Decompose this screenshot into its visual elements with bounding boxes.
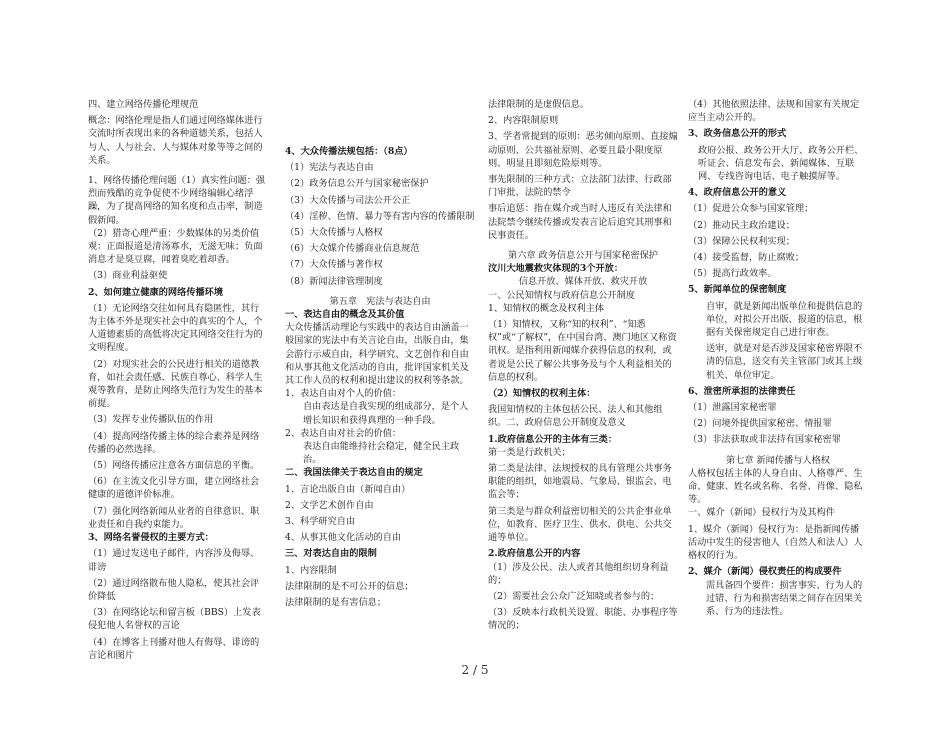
subheading: 4、大众传播法规包括：（8点） bbox=[285, 146, 413, 157]
paragraph: 政府公报、政务公开大厅、政务公开栏、听证会、信息发布会、新闻媒体、互联网、专线咨询电话、电子触摸屏等。 bbox=[698, 144, 864, 183]
paragraph: 需具备四个要件：损害事实、行为人的过错、行为和损害结果之间存在因果关系、行为的违法性。 bbox=[706, 579, 863, 617]
list-item: （1）无论网络交往如何具有隐匿性，其行为主体不外是现实社会中的真实的个人，个人道德素质的高低将决定其网络交往行为的文明程度。 bbox=[88, 302, 263, 354]
list-item: 第一类是行政机关； bbox=[488, 446, 571, 458]
paragraph-concept: 概念：网络伦理是指人们通过网络媒体进行交流时所表现出来的各种道德关系，包括人与人、人与社会、人与媒体对象等等之间的关系。 bbox=[88, 115, 263, 166]
paragraph: 1、媒介（新闻）侵权行为：是指新闻传播活动中发生的侵害他人（自然人和法人）人格权的行为。 bbox=[688, 523, 863, 562]
list-item: 3、学者常提到的原则：恶劣倾向原则、直接煽动原则、公共福祉原则、必要且最小限度原则、明显且即刻危险原则等。 bbox=[488, 131, 678, 169]
paragraph: 2、表达自由对社会的价值： bbox=[285, 427, 402, 439]
subheading: 2、媒介（新闻）侵权责任的构成要件 bbox=[688, 566, 842, 578]
list-item: 第三类是与群众利益密切相关的公共企事业单位，如教育、医疗卫生、供水、供电、公共交通等单位。 bbox=[488, 505, 672, 544]
subheading: （2）知情权的权利主体： bbox=[488, 388, 596, 400]
list-item: （1）涉及公民、法人或者其他组织切身利益的； bbox=[488, 561, 669, 586]
list-item: 法律限制的是不可公开的信息； bbox=[285, 580, 414, 592]
list-item: （3）发挥专业传播队伍的作用 bbox=[88, 414, 214, 426]
column-1 bbox=[88, 98, 268, 662]
list-item: （4）其他依照法律、法规和国家有关规定应当主动公开的。 bbox=[688, 99, 860, 124]
subheading: 一、公民知情权与政府信息公开制度 bbox=[488, 289, 635, 301]
list-item: （4）淫秽、色情、暴力等有害内容的传播限制 bbox=[285, 210, 475, 222]
subheading: 2、如何建立健康的网络传播环境 bbox=[88, 286, 224, 298]
list-item: （5）网络传播应注意各方面信息的平衡。 bbox=[88, 460, 260, 472]
list-item: （7）大众传播与著作权 bbox=[285, 259, 383, 271]
paragraph: 送审，就是对是否涉及国家秘密界限不清的信息，送交有关主管部门或其上级机关、单位审定。 bbox=[706, 343, 863, 381]
list-item: （3）商业利益驱使 bbox=[88, 270, 168, 282]
paragraph: 法律限制的是虚假信息。 bbox=[488, 99, 590, 110]
list-item: （1）促进公众参与国家管理； bbox=[688, 203, 814, 215]
page-number: 2 / 5 bbox=[461, 663, 489, 677]
paragraph: 人格权包括主体的人身自由、人格尊严、生命、健康、姓名或名称、名誉、肖像、隐私等。 bbox=[688, 467, 863, 506]
paragraph: （1）知情权，又称“知的权利”、“知悉权”或“了解权”，在中国台湾、澳门地区又称资讯权。是指利用新闻媒介获得信息的权利，或者说是公民了解公共事务及与个人利益相关的信息的权利。 bbox=[488, 319, 677, 383]
list-item: （2）猎奇心理严重：少数媒体的另类价值观：正面报道是清汤寡水，无滋无味；负面消息才是臭豆腐，闻着臭吃着却香。 bbox=[88, 227, 263, 266]
list-item: （2）推动民主政治建设； bbox=[688, 219, 795, 231]
list-item: 4、从事其他文化活动的自由 bbox=[285, 532, 402, 544]
list-item: 3、科学研究自由 bbox=[285, 516, 356, 528]
paragraph: 信息开放、媒体开放、救灾开放 bbox=[518, 276, 648, 288]
list-item: （3）大众传播与司法公开公正 bbox=[285, 194, 411, 206]
list-item: （6）大众媒介传播商业信息规范 bbox=[285, 243, 420, 255]
list-item: （4）接受监督，防止腐败； bbox=[688, 252, 805, 264]
chapter-title: 第七章 新闻传播与人格权 bbox=[726, 454, 830, 466]
list-item: （2）问境外提供国家秘密、情报罪 bbox=[688, 418, 832, 430]
subheading: 3、网络名誉侵权的主要方式： bbox=[88, 532, 214, 544]
subheading: 4、政府信息公开的意义 bbox=[688, 187, 787, 199]
list-item: （2）通过网络散布他人隐私，使其社会评价降低 bbox=[88, 577, 260, 602]
subheading: 三、对表达自由的限制 bbox=[285, 548, 377, 560]
list-item: （2）政务信息公开与国家秘密保护 bbox=[285, 178, 429, 190]
paragraph: 我国知情权的主体包括公民、法人和其他组织。二、政府信息公开制度及意义 bbox=[488, 404, 663, 429]
subheading: 汶川大地震救灾体现的3个开放： bbox=[488, 263, 624, 275]
subheading: 2.政府信息公开的内容 bbox=[488, 548, 581, 560]
paragraph: 1、表达自由对个人的价值： bbox=[285, 388, 402, 400]
list-item: （3）反映本行政机关设置、职能、办事程序等情况的； bbox=[488, 607, 678, 632]
list-item: 1、言论出版自由（新闻自由） bbox=[285, 483, 411, 495]
list-item: （5）大众传播与人格权 bbox=[285, 227, 383, 239]
column-3 bbox=[488, 98, 678, 633]
list-item: 法律限制的是有害信息； bbox=[285, 597, 387, 609]
list-item: 2、文学艺术创作自由 bbox=[285, 499, 374, 511]
paragraph: 自由表达是自我实现的组成部分，是个人增长知识和获得真理的一种手段。 bbox=[303, 401, 469, 426]
chapter-title: 第六章 政务信息公开与国家秘密保护 bbox=[508, 250, 658, 262]
subheading: 一、表达自由的概念及其价值 bbox=[285, 309, 405, 321]
list-item: 2、内容限制原则 bbox=[488, 115, 559, 127]
list-item: （1）泄露国家秘密罪 bbox=[688, 402, 777, 414]
section-heading: 四、建立网络传播伦理规范 bbox=[88, 99, 199, 110]
list-item: （8）新闻法律管理制度 bbox=[285, 275, 383, 287]
paragraph: 事先限制的三种方式：立法部门法律、行政部门审批、法院的禁令 bbox=[488, 174, 672, 199]
list-item: （5）提高行政效率。 bbox=[688, 268, 777, 280]
column-2 bbox=[285, 145, 475, 609]
subheading: 二、我国法律关于表达自由的规定 bbox=[285, 467, 423, 479]
subheading: 1、知情权的概念及权利主体 bbox=[488, 302, 605, 314]
list-item: 第二类是法律、法规授权的具有管理公共事务职能的组织，如地震局、气象局、银监会、电监会等； bbox=[488, 463, 672, 501]
list-item: （3）在网络论坛和留言板（BBS）上发表侵犯他人名誉权的言论 bbox=[88, 607, 261, 632]
list-item: （2）需要社会公众广泛知晓或者参与的； bbox=[488, 590, 660, 602]
paragraph: 大众传播活动理论与实践中的表达自由涵盖一般国家的宪法中有关言论自由，出版自由，集会游行示威自由，科学研究、文艺创作和自由和从事其他文化活动的自由，批评国家机关及其工作人员的权利和提出建议的权利等条款。 bbox=[285, 322, 469, 387]
paragraph: 表达自由能维持社会稳定，健全民主政治。 bbox=[303, 441, 460, 466]
list-item: 1、内容限制 bbox=[285, 564, 337, 576]
list-item: （7）强化网络新闻从业者的自律意识、职业责任和自我约束能力。 bbox=[88, 505, 260, 530]
list-item: （3）保障公民权利实现； bbox=[688, 235, 795, 247]
list-item: （2）对现实社会的公民进行相关的道德教育，如社会责任感、民族自尊心、科学人生观等教育，是防止网络失范行为发生的基本前提。 bbox=[88, 358, 263, 410]
list-item: （6）在主流文化引导方面，建立网络社会健康的道德评价标准。 bbox=[88, 476, 260, 501]
subheading: 6、泄密所承担的法律责任 bbox=[688, 385, 796, 397]
subheading: 5、新闻单位的保密制度 bbox=[688, 284, 787, 296]
list-item: （4）提高网络传播主体的综合素养是网络传播的必然选择。 bbox=[88, 430, 260, 455]
list-item: （4）在博客上刊播对他人有侮辱、诽谤的言论和图片 bbox=[88, 636, 260, 661]
list-item: （1）宪法与表达自由 bbox=[285, 162, 374, 174]
subheading: 1.政府信息公开的主体有三类： bbox=[488, 433, 618, 445]
column-4 bbox=[688, 98, 868, 618]
list-item: （3）非法获取或非法持有国家秘密罪 bbox=[688, 434, 841, 446]
paragraph-ethics-issue: 1、网络传播伦理问题（1）真实性问题：强烈而残酷的竞争促使不少网络编辑心绪浮躁，为了提高网络的知名度和点击率，制造假新闻。 bbox=[88, 175, 266, 226]
paragraph: 事后追惩：指在媒介或当时人违反有关法律和法院禁令继续传播或发表言论后追究其刑事和民事责任。 bbox=[488, 203, 672, 241]
subheading: 3、政务信息公开的形式 bbox=[688, 128, 787, 140]
chapter-title: 第五章 宪法与表达自由 bbox=[329, 295, 431, 307]
paragraph: 自审，就是新闻出版单位和提供信息的单位，对拟公开出版、报道的信息，根据有关保密规定自己进行审查。 bbox=[706, 300, 863, 339]
list-item: （1）通过发送电子邮件，内容涉及侮辱、诽谤 bbox=[88, 548, 260, 573]
subheading: 一、媒介（新闻）侵权行为及其构件 bbox=[688, 507, 835, 519]
